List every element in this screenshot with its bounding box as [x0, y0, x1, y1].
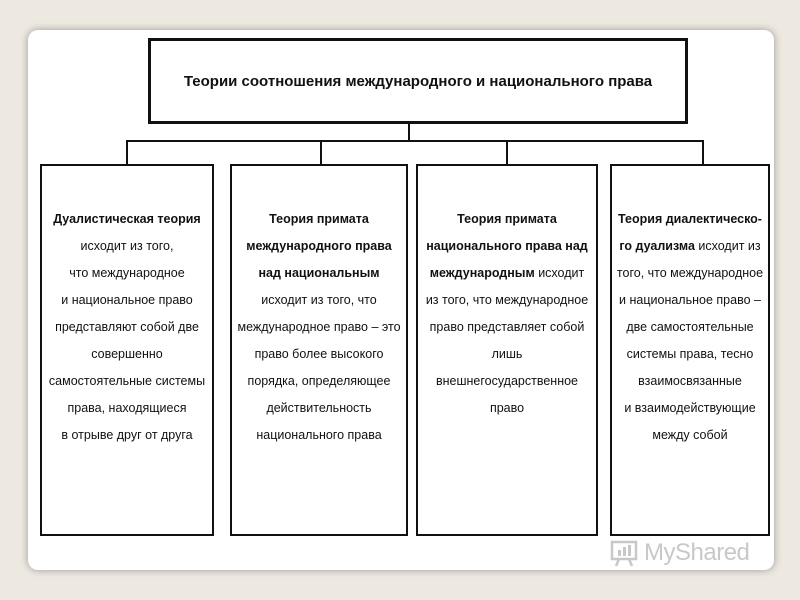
theory-text-line: [430, 260, 584, 287]
theory-text-suffix: исходит: [534, 266, 585, 280]
theory-box-dualistic: [40, 164, 214, 536]
theory-text-line: [619, 233, 760, 260]
theory-text-segment: международным: [429, 266, 535, 280]
theory-text-line: [430, 314, 585, 341]
theory-text-segment: национального права: [256, 428, 382, 442]
theory-text-segment: Дуалистическая теория: [53, 212, 201, 226]
theory-text-line: [67, 395, 186, 422]
theory-text-line: [618, 206, 762, 233]
theory-text-line: [619, 287, 761, 314]
theory-text-suffix: исходит из: [694, 239, 761, 253]
connector-bus: [126, 140, 704, 142]
theory-text-segment: что международное: [69, 266, 185, 280]
theory-text-segment: го дуализма: [619, 239, 695, 253]
theory-text-segment: национального права над: [426, 239, 588, 253]
theory-text-line: [269, 206, 369, 233]
diagram-title-box: [148, 38, 688, 124]
theory-box-dialectical-dualism: [610, 164, 770, 536]
theory-text-line: [266, 395, 371, 422]
theory-text-line: [81, 233, 174, 260]
theory-text-line: [626, 314, 753, 341]
theory-text-segment: право более высокого: [254, 347, 384, 361]
theory-text-line: [426, 287, 588, 314]
theory-text-line: [457, 206, 557, 233]
theory-text-line: [258, 260, 379, 287]
theory-text-segment: лишь: [491, 347, 523, 361]
theory-text-line: [55, 314, 199, 341]
theory-text-segment: взаимосвязанные: [638, 374, 742, 388]
theory-text-segment: и национальное право: [61, 293, 193, 307]
theory-text-line: [246, 233, 391, 260]
theory-text-line: [436, 368, 578, 395]
theory-text-segment: исходит из того,: [80, 239, 174, 253]
theory-text-segment: Теория примата: [269, 212, 369, 226]
theory-text-segment: внешнегосударственное: [435, 374, 579, 388]
theory-text-line: [617, 260, 763, 287]
theory-text-line: [624, 395, 755, 422]
theory-text-line: [69, 260, 184, 287]
connector-branch-2: [320, 140, 322, 164]
diagram-title: Теории соотношения международного и национального права: [183, 72, 653, 90]
theory-text-segment: исходит из того, что: [261, 293, 377, 307]
theory-text-line: [492, 341, 523, 368]
theory-text-segment: права, находящиеся: [67, 401, 187, 415]
theory-text-segment: представляют собой две: [55, 320, 199, 334]
theory-text-segment: между собой: [652, 428, 728, 442]
theory-text-line: [61, 287, 192, 314]
theory-text-line: [261, 287, 376, 314]
theory-text-segment: право: [489, 401, 525, 415]
watermark-text: MyShared: [644, 539, 750, 566]
connector-branch-3: [506, 140, 508, 164]
theory-text-line: [91, 341, 162, 368]
theory-box-national-primacy: [416, 164, 598, 536]
theory-text-line: [53, 206, 200, 233]
connector-branch-4: [702, 140, 704, 164]
theory-text-line: [248, 368, 391, 395]
theory-text-segment: международное право – это: [237, 320, 401, 334]
theory-text-segment: в отрыве друг от друга: [61, 428, 193, 442]
theory-text-segment: над национальным: [258, 266, 380, 280]
slide: [28, 30, 774, 570]
watermark-logo: [610, 538, 749, 568]
connector-trunk: [408, 124, 410, 140]
theory-text-segment: право представляет собой: [429, 320, 585, 334]
theory-text-line: [256, 422, 381, 449]
theory-text-segment: системы права, тесно: [626, 347, 754, 361]
theory-text-line: [426, 233, 588, 260]
theory-text-line: [638, 368, 742, 395]
theory-text-segment: Теория диалектическо-: [618, 212, 762, 226]
theory-text-segment: международного права: [246, 239, 392, 253]
theory-text-line: [255, 341, 384, 368]
theory-box-international-primacy: [230, 164, 408, 536]
theory-text-segment: того, что международное: [616, 266, 764, 280]
theory-text-segment: совершенно: [91, 347, 163, 361]
theory-text-segment: и национальное право –: [619, 293, 761, 307]
theory-text-segment: порядка, определяющее: [247, 374, 391, 388]
theory-text-line: [49, 368, 205, 395]
theory-text-line: [490, 395, 524, 422]
theory-text-segment: самостоятельные системы: [48, 374, 206, 388]
connector-branch-1: [126, 140, 128, 164]
theory-text-segment: Теория примата: [457, 212, 557, 226]
theory-text-line: [652, 422, 727, 449]
theory-text-segment: действительность: [266, 401, 372, 415]
theory-text-line: [61, 422, 192, 449]
theory-text-line: [237, 314, 400, 341]
presentation-icon: [610, 538, 640, 568]
theory-text-line: [627, 341, 754, 368]
theory-text-segment: и взаимодействующие: [624, 401, 756, 415]
theory-text-segment: из того, что международное: [425, 293, 589, 307]
theory-text-segment: две самостоятельные: [626, 320, 754, 334]
